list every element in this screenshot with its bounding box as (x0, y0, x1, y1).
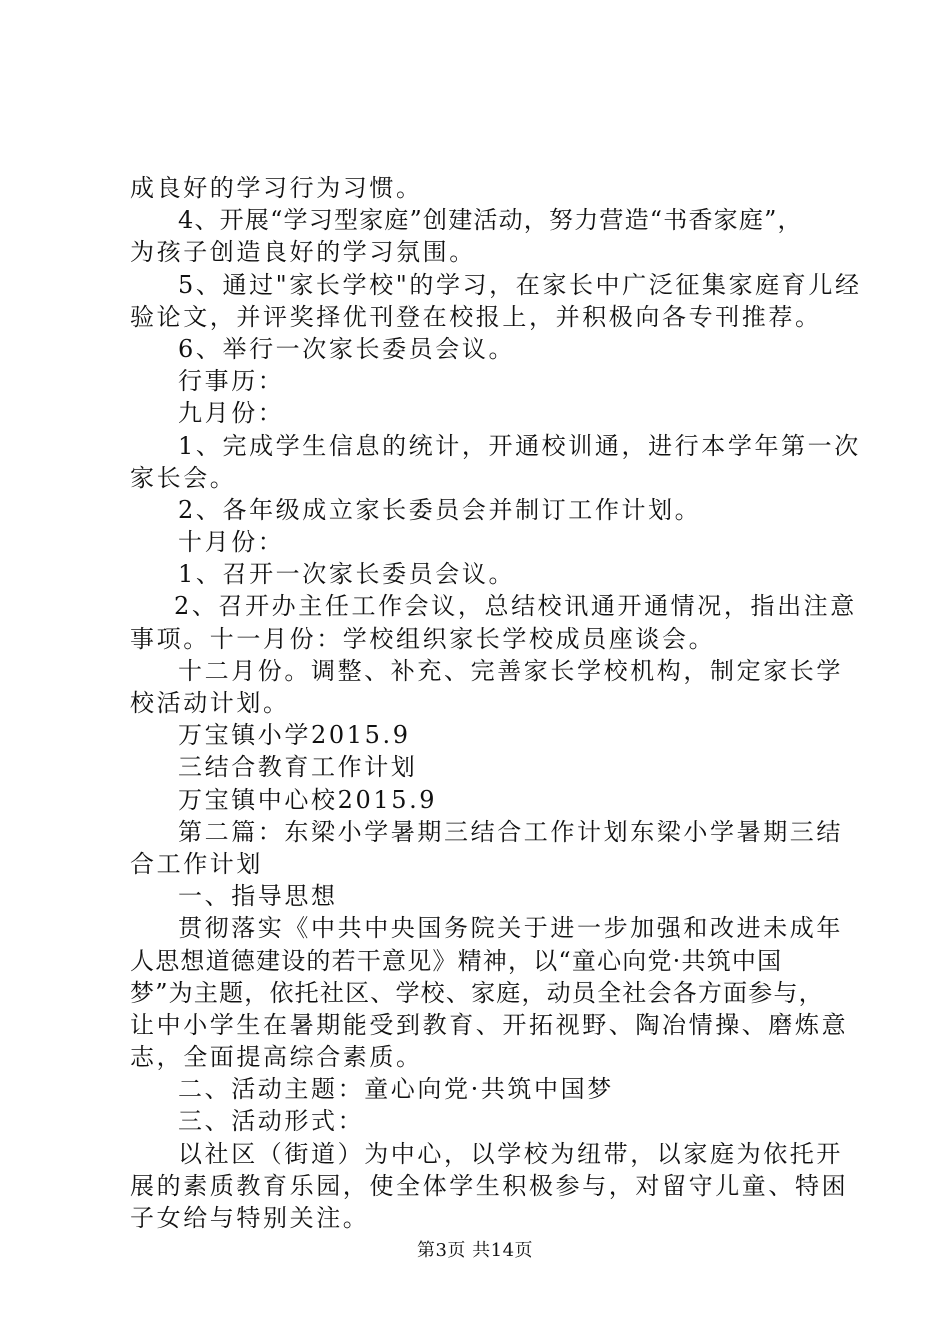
text-line: 5、通过"家长学校"的学习，在家长中广泛征集家庭育儿经 (178, 270, 862, 299)
text-line: 第二篇：东梁小学暑期三结合工作计划东梁小学暑期三结 (178, 817, 843, 846)
text-line: 行事历： (178, 367, 285, 396)
text-line: 验论文，并评奖择优刊登在校报上，并积极向各专刊推荐。 (130, 302, 822, 331)
text-line: 2、各年级成立家长委员会并制订工作计划。 (178, 495, 702, 524)
text-line: 成良好的学习行为习惯。 (130, 174, 423, 202)
text-line: 三结合教育工作计划 (178, 753, 418, 782)
text-line: 九月份： (178, 399, 285, 428)
text-line: 以社区（街道）为中心，以学校为纽带，以家庭为依托开 (178, 1139, 843, 1168)
text-line: 1、完成学生信息的统计，开通校训通，进行本学年第一次 (178, 431, 861, 460)
text-line: 梦”为主题，依托社区、学校、家庭，动员全社会各方面参与， (130, 978, 824, 1007)
text-line: 人思想道德建设的若干意见》精神，以“童心向党·共筑中国 (130, 946, 783, 975)
text-line: 6、举行一次家长委员会议。 (178, 334, 516, 363)
text-line: 1、召开一次家长委员会议。 (178, 560, 516, 589)
text-line: 2、召开办主任工作会议，总结校讯通开通情况，指出注意 (174, 592, 857, 621)
text-line: 万宝镇小学2015.9 (178, 721, 411, 750)
text-line: 万宝镇中心校2015.9 (178, 785, 438, 814)
text-line: 4、开展“学习型家庭”创建活动，努力营造“书香家庭”， (178, 206, 803, 235)
text-line: 展的素质教育乐园，使全体学生积极参与，对留守儿童、特困 (130, 1171, 849, 1200)
text-line: 十月份： (178, 528, 285, 557)
text-line: 让中小学生在暑期能受到教育、开拓视野、陶冶情操、磨炼意 (130, 1010, 849, 1039)
text-line: 志，全面提高综合素质。 (130, 1043, 423, 1072)
text-line: 二、活动主题：童心向党·共筑中国梦 (178, 1075, 614, 1104)
page-number-footer: 第3页 共14页 (416, 1240, 534, 1261)
text-line: 子女给与特别关注。 (130, 1204, 370, 1232)
text-line: 校活动计划。 (130, 689, 290, 717)
text-line: 十二月份。调整、补充、完善家长学校机构，制定家长学 (178, 656, 843, 685)
text-line: 贯彻落实《中共中央国务院关于进一步加强和改进未成年 (178, 914, 843, 943)
text-line: 事项。十一月份：学校组织家长学校成员座谈会。 (130, 624, 716, 653)
document-body (130, 172, 862, 1234)
text-line: 合工作计划 (130, 849, 263, 878)
text-line: 家长会。 (130, 463, 237, 492)
text-line: 一、指导思想 (178, 882, 338, 911)
text-line: 为孩子创造良好的学习氛围。 (130, 238, 476, 267)
text-line: 三、活动形式： (178, 1107, 365, 1136)
